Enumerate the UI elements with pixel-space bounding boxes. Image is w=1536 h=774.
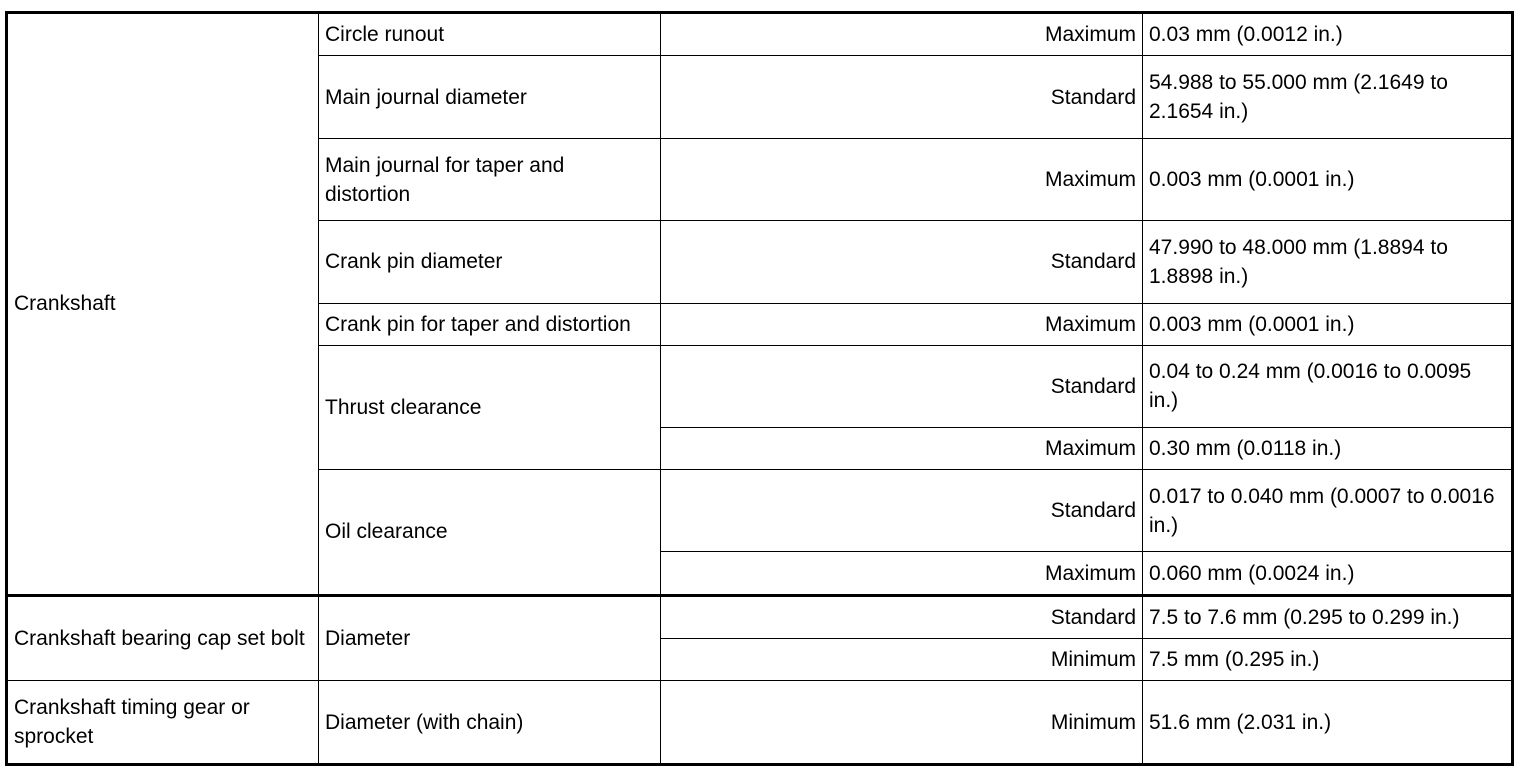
value-cell: 7.5 mm (0.295 in.) — [1143, 639, 1513, 681]
parameter-cell: Diameter (with chain) — [319, 681, 661, 765]
limit-cell: Maximum — [661, 138, 1143, 220]
limit-cell: Standard — [661, 345, 1143, 427]
table-row — [7, 681, 1513, 765]
parameter-cell: Circle runout — [319, 13, 661, 56]
parameter-cell: Oil clearance — [319, 469, 661, 595]
item-cell: Crankshaft bearing cap set bolt — [7, 595, 319, 680]
limit-cell: Standard — [661, 56, 1143, 138]
value-cell: 47.990 to 48.000 mm (1.8894 to 1.8898 in.) — [1143, 221, 1513, 303]
value-cell: 0.003 mm (0.0001 in.) — [1143, 303, 1513, 345]
limit-cell: Maximum — [661, 428, 1143, 470]
limit-cell: Minimum — [661, 639, 1143, 681]
value-cell: 0.003 mm (0.0001 in.) — [1143, 138, 1513, 220]
value-cell: 51.6 mm (2.031 in.) — [1143, 681, 1513, 765]
specification-table — [5, 11, 1514, 766]
value-cell: 54.988 to 55.000 mm (2.1649 to 2.1654 in.) — [1143, 56, 1513, 138]
parameter-cell: Crank pin for taper and distortion — [319, 303, 661, 345]
parameter-cell: Crank pin diameter — [319, 221, 661, 303]
limit-cell: Standard — [661, 595, 1143, 638]
parameter-cell: Main journal diameter — [319, 56, 661, 138]
limit-cell: Standard — [661, 221, 1143, 303]
limit-cell: Standard — [661, 469, 1143, 551]
limit-cell: Maximum — [661, 13, 1143, 56]
value-cell: 0.03 mm (0.0012 in.) — [1143, 13, 1513, 56]
item-cell: Crankshaft — [7, 13, 319, 596]
value-cell: 0.017 to 0.040 mm (0.0007 to 0.0016 in.) — [1143, 469, 1513, 551]
limit-cell: Minimum — [661, 681, 1143, 765]
value-cell: 0.04 to 0.24 mm (0.0016 to 0.0095 in.) — [1143, 345, 1513, 427]
parameter-cell: Diameter — [319, 595, 661, 680]
item-cell: Crankshaft timing gear or sprocket — [7, 681, 319, 765]
value-cell: 0.060 mm (0.0024 in.) — [1143, 552, 1513, 595]
parameter-cell: Thrust clearance — [319, 345, 661, 469]
value-cell: 0.30 mm (0.0118 in.) — [1143, 428, 1513, 470]
limit-cell: Maximum — [661, 552, 1143, 595]
value-cell: 7.5 to 7.6 mm (0.295 to 0.299 in.) — [1143, 595, 1513, 638]
limit-cell: Maximum — [661, 303, 1143, 345]
parameter-cell: Main journal for taper and distortion — [319, 138, 661, 220]
table-row — [7, 595, 1513, 638]
table-row — [7, 13, 1513, 56]
